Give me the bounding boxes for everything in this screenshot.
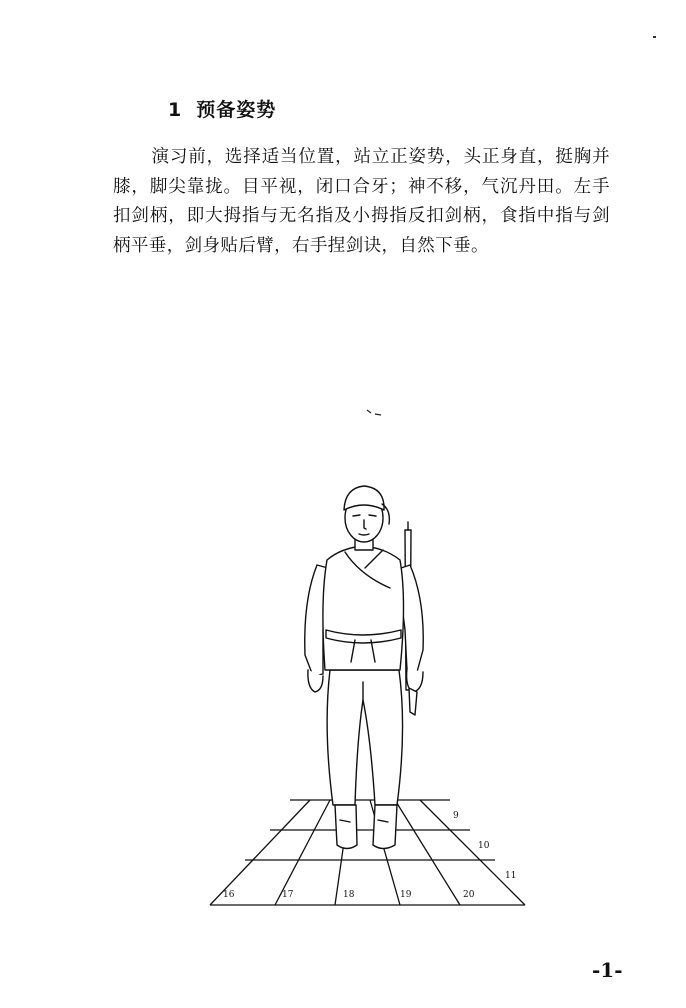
section-heading (168, 95, 276, 122)
page-number: -1- (592, 958, 623, 982)
grid-label-20: 20 (463, 890, 475, 900)
floor-grid (210, 800, 525, 905)
section-number: 1 (168, 99, 183, 121)
standing-figure (305, 486, 423, 849)
grid-label-16: 16 (223, 890, 235, 900)
grid-label-10: 10 (478, 841, 490, 851)
figure-illustration (195, 400, 535, 915)
grid-label-17: 17 (282, 890, 294, 900)
body-paragraph: 演习前，选择适当位置，站立正姿势，头正身直，挺胸并膝，脚尖靠拢。目平视，闭口合牙；神不移，气沉丹田。左手扣剑柄，即大拇指与无名指及小拇指反扣剑柄，食指中指与剑柄平垂，剑身贴后臂，右手捏剑诀，自然下垂。 (113, 147, 610, 256)
grid-label-18: 18 (343, 890, 355, 900)
grid-label-11: 11 (505, 871, 517, 881)
section-title: 预备姿势 (196, 99, 277, 121)
grid-label-9: 9 (453, 811, 459, 821)
grid-label-19: 19 (400, 890, 412, 900)
scan-mark (653, 36, 656, 38)
